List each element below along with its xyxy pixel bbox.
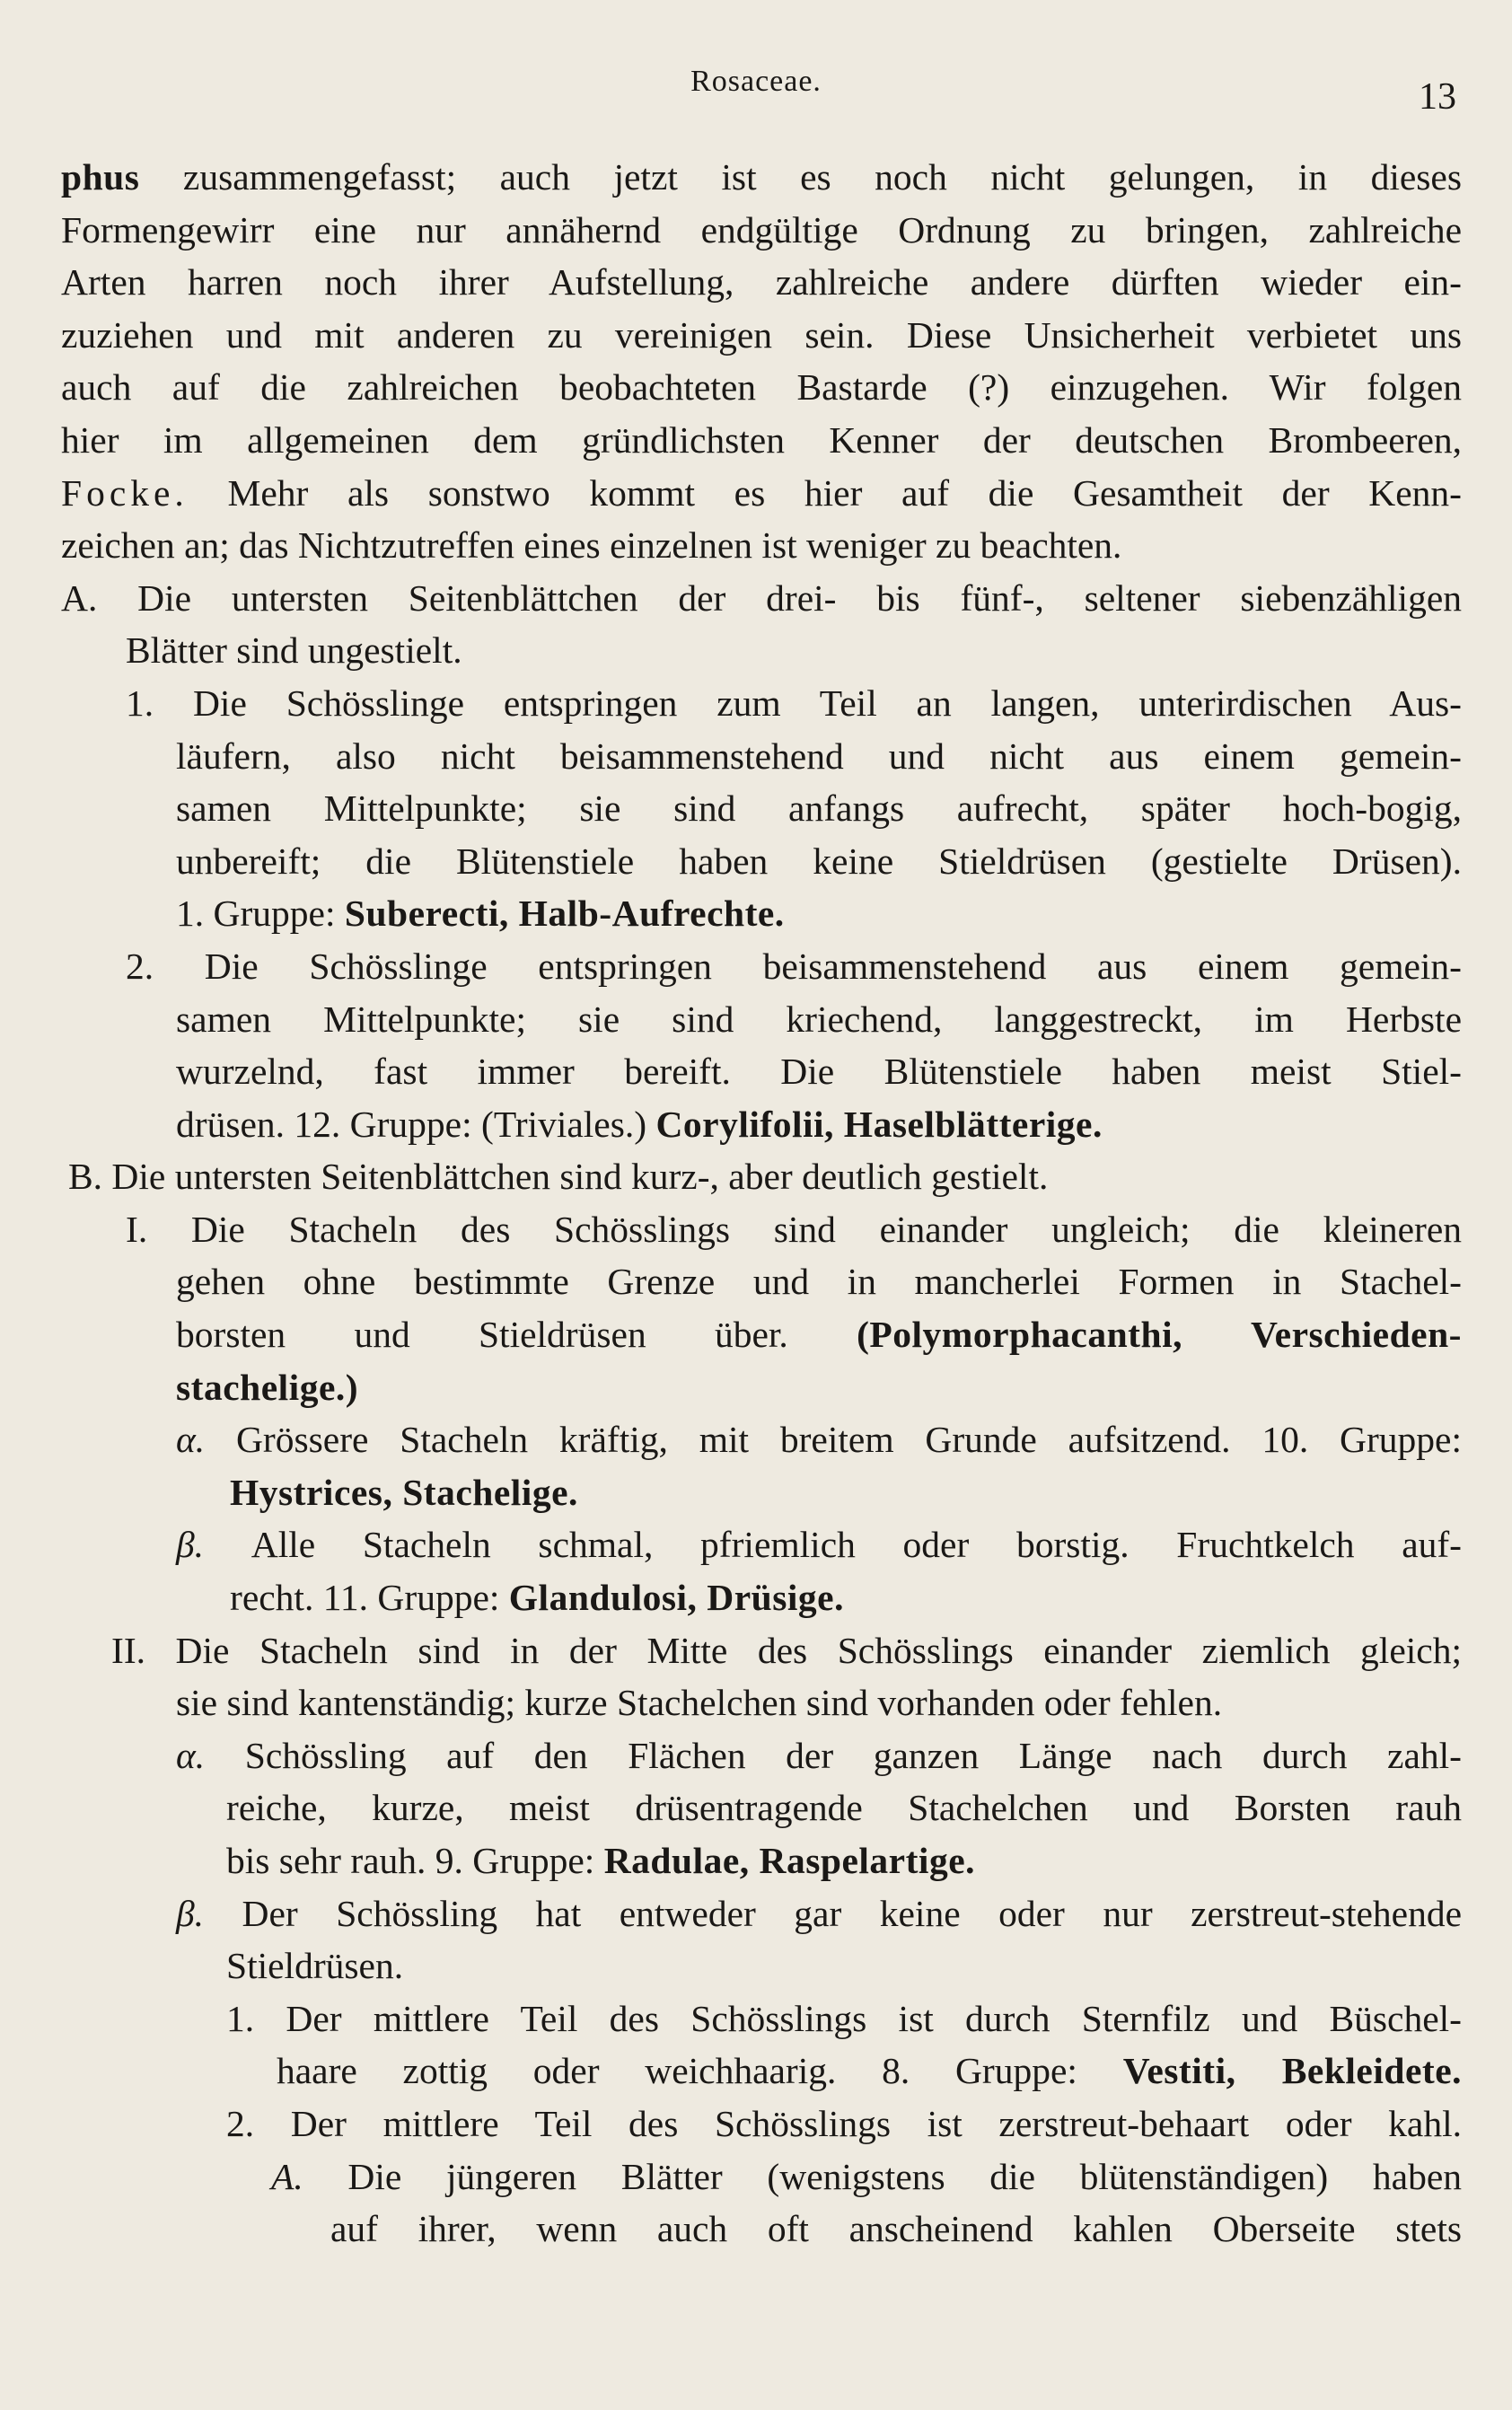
text-run: Blätter sind ungestielt.	[126, 629, 462, 672]
text-run: recht. 11. Gruppe:	[230, 1577, 509, 1619]
sub-item-2-line	[61, 2098, 1462, 2151]
italic-marker: α.	[176, 1734, 206, 1776]
text-run: zuziehen und mit anderen zu vereinigen sein. Diese Unsicherheit verbietet uns	[61, 313, 1462, 356]
bold-text: Vestiti, Bekleidete.	[1122, 2050, 1462, 2092]
section-b-line	[61, 1150, 1462, 1203]
group-1-line	[61, 887, 1462, 940]
text-run: borsten und Stieldrüsen über.	[176, 1314, 857, 1356]
text-run: wurzelnd, fast immer bereift. Die Blütenstiele haben meist Stiel-	[176, 1051, 1462, 1093]
item-2-line	[61, 940, 1462, 993]
text-run: zusammengefasst; auch jetzt ist es noch nicht gelungen, in dieses	[139, 156, 1462, 198]
text-line	[61, 467, 1462, 520]
text-run: 2. Der mittlere Teil des Schösslings ist zerstreut-behaart oder kahl.	[226, 2102, 1462, 2144]
text-run: sie sind kantenständig; kurze Stachelchen sind vorhanden oder fehlen.	[176, 1682, 1223, 1724]
text-line	[61, 204, 1462, 257]
text-run: zeichen an; das Nichtzutreffen eines einzelnen ist weniger zu beachten.	[61, 524, 1122, 567]
text-line	[61, 993, 1462, 1046]
text-run: haare zottig oder weichhaarig. 8. Gruppe:	[277, 2050, 1123, 2092]
text-run: 2. Die Schösslinge entspringen beisammenstehend aus einem gemein-	[126, 945, 1462, 987]
section-ii-line	[61, 1624, 1462, 1677]
page-number: 13	[1419, 76, 1456, 118]
text-run: II. Die Stacheln sind in der Mitte des Schösslings einander ziemlich gleich;	[111, 1629, 1462, 1671]
text-run: 1. Gruppe:	[176, 893, 345, 935]
text-run: auch auf die zahlreichen beobachteten Bastarde (?) einzugehen. Wir folgen	[61, 366, 1462, 409]
italic-marker: α.	[176, 1419, 206, 1461]
bold-text: Suberecti, Halb-Aufrechte.	[344, 893, 785, 935]
bold-text: stachelige.)	[176, 1366, 359, 1408]
text-run: auf ihrer, wenn auch oft anscheinend kahlen Oberseite stets	[330, 2208, 1462, 2250]
text-run: reiche, kurze, meist drüsentragende Stachelchen und Borsten rauh	[226, 1787, 1462, 1829]
text-run: Alle Stacheln schmal, pfriemlich oder borstig. Fruchtkelch auf-	[204, 1524, 1462, 1566]
bold-text: Glandulosi, Drüsige.	[508, 1577, 844, 1619]
bold-text: phus	[61, 156, 140, 198]
italic-marker: A.	[271, 2155, 303, 2197]
sub-item-a-line	[61, 2151, 1462, 2203]
text-line	[61, 1781, 1462, 1834]
text-run: Formengewirr eine nur annähernd endgültige Ordnung zu bringen, zahlreiche	[61, 208, 1462, 251]
text-run: I. Die Stacheln des Schösslings sind einander ungleich; die kleineren	[126, 1208, 1462, 1250]
text-run: Arten harren noch ihrer Aufstellung, zahlreiche andere dürften wieder ein-	[61, 261, 1462, 303]
text-line	[61, 2203, 1462, 2256]
text-line	[61, 151, 1462, 204]
text-run: 1. Die Schösslinge entspringen zum Teil an langen, unterirdischen Aus-	[126, 682, 1462, 724]
text-run: Grössere Stacheln kräftig, mit breitem Grunde aufsitzend. 10. Gruppe:	[205, 1419, 1462, 1461]
text-line	[61, 1308, 1462, 1361]
text-run: bis sehr rauh. 9. Gruppe:	[226, 1840, 604, 1881]
text-run: Stieldrüsen.	[226, 1945, 404, 1987]
text-line	[61, 1255, 1462, 1308]
page-body	[61, 151, 1462, 2256]
text-run: samen Mittelpunkte; sie sind anfangs aufrecht, später hoch-bogig,	[176, 787, 1462, 830]
text-run: Schössling auf den Flächen der ganzen Länge nach durch zahl-	[205, 1734, 1462, 1776]
text-run: 1. Der mittlere Teil des Schösslings ist durch Sternfilz und Büschel-	[226, 1997, 1462, 2039]
text-line	[61, 1676, 1462, 1729]
bold-text: Corylifolii, Haselblätterige.	[655, 1103, 1103, 1145]
group-8-line	[61, 2045, 1462, 2098]
group-9-line	[61, 1834, 1462, 1887]
beta-item-line	[61, 1518, 1462, 1571]
italic-marker: β.	[176, 1524, 205, 1566]
text-line	[61, 361, 1462, 414]
text-line	[61, 730, 1462, 783]
alpha-item-line	[61, 1729, 1462, 1782]
text-line	[61, 519, 1462, 572]
group-11-line	[61, 1571, 1462, 1624]
sub-item-1-line	[61, 1992, 1462, 2045]
bold-text: Radulae, Raspelartige.	[603, 1840, 975, 1881]
text-run: Der Schössling hat entweder gar keine oder nur zerstreut-stehende	[204, 1892, 1462, 1934]
text-run: B. Die untersten Seitenblättchen sind kurz-, aber deutlich gestielt.	[68, 1156, 1049, 1198]
text-run: Die jüngeren Blätter (wenigstens die blütenständigen) haben	[303, 2155, 1462, 2197]
text-line	[61, 782, 1462, 835]
text-run: gehen ohne bestimmte Grenze und in mancherlei Formen in Stachel-	[176, 1261, 1462, 1303]
beta-item-line	[61, 1887, 1462, 1940]
running-header: Rosaceae.	[690, 65, 822, 98]
section-a-line	[61, 572, 1462, 625]
bold-text: (Polymorphacanthi, Verschieden-	[857, 1314, 1462, 1356]
text-line	[61, 256, 1462, 309]
text-run: Mehr als sonstwo kommt es hier auf die Gesamtheit der Kenn-	[188, 471, 1462, 514]
text-run: läufern, also nicht beisammenstehend und nicht aus einem gemein-	[176, 734, 1462, 777]
group-12-line	[61, 1098, 1462, 1151]
text-run: drüsen. 12. Gruppe: (Triviales.)	[176, 1103, 656, 1145]
text-run: samen Mittelpunkte; sie sind kriechend, langgestreckt, im Herbste	[176, 998, 1462, 1040]
text-line	[61, 1361, 1462, 1414]
section-i-line	[61, 1203, 1462, 1256]
text-line	[61, 1045, 1462, 1098]
spaced-name: Focke.	[61, 471, 189, 514]
text-line	[61, 309, 1462, 362]
item-1-line	[61, 677, 1462, 730]
italic-marker: β.	[176, 1892, 205, 1934]
text-run: unbereift; die Blütenstiele haben keine Stieldrüsen (gestielte Drüsen).	[176, 840, 1462, 882]
group-10-line	[61, 1466, 1462, 1519]
text-line	[61, 414, 1462, 467]
alpha-item-line	[61, 1413, 1462, 1466]
text-run: A. Die untersten Seitenblättchen der drei- bis fünf-, seltener siebenzähligen	[61, 576, 1462, 619]
bold-text: Hystrices, Stachelige.	[230, 1471, 578, 1513]
text-line	[61, 624, 1462, 677]
text-run: hier im allgemeinen dem gründlichsten Kenner der deutschen Brombeeren,	[61, 418, 1462, 461]
text-line	[61, 835, 1462, 888]
text-line	[61, 1939, 1462, 1992]
